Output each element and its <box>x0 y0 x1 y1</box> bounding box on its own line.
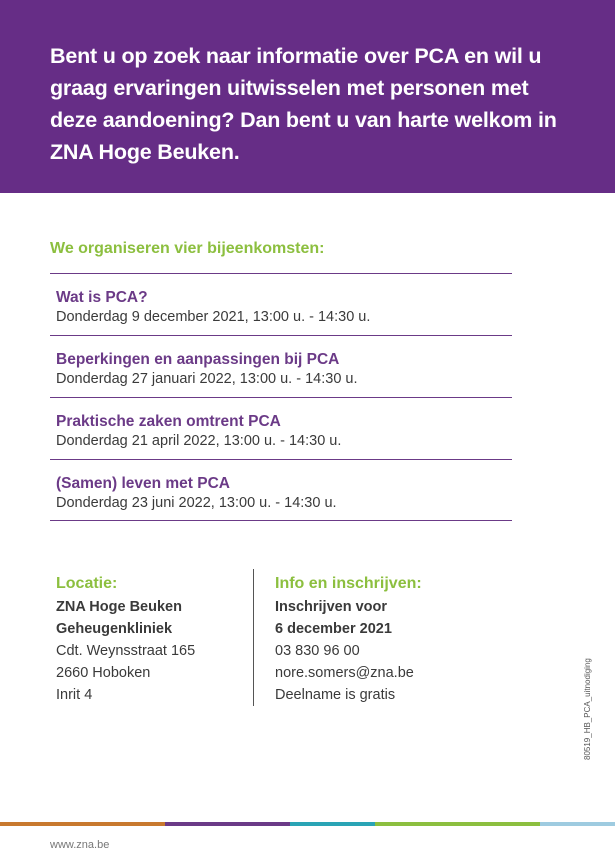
registration-heading: Info en inschrijven: <box>275 575 422 592</box>
color-bar-segment <box>375 822 540 826</box>
location-heading: Locatie: <box>56 575 118 592</box>
event-list <box>50 273 512 521</box>
registration-deadline-date: 6 december 2021 <box>275 621 392 637</box>
hero-line: Bent u op zoek naar informatie over PCA en wil u <box>50 44 542 68</box>
color-bar-segment <box>540 822 615 826</box>
color-bar-segment <box>165 822 290 826</box>
event-title: Beperkingen en aanpassingen bij PCA <box>56 351 340 368</box>
hero-line: graag ervaringen uitwisselen met personen met <box>50 76 529 100</box>
footer-color-bar <box>0 822 615 826</box>
registration-deadline-label: Inschrijven voor <box>275 599 388 615</box>
location-entrance: Inrit 4 <box>56 687 93 703</box>
website-link[interactable]: www.zna.be <box>50 839 110 851</box>
hero-line: ZNA Hoge Beuken. <box>50 140 240 164</box>
event-item <box>50 335 512 397</box>
contact-email[interactable]: nore.somers@zna.be <box>275 665 414 681</box>
contact-phone[interactable]: 03 830 96 00 <box>275 643 360 659</box>
event-item <box>50 273 512 335</box>
event-item <box>50 397 512 459</box>
participation-note: Deelname is gratis <box>275 687 396 703</box>
location-name: ZNA Hoge Beuken <box>56 599 182 615</box>
column-divider <box>253 569 254 706</box>
color-bar-segment <box>290 822 375 826</box>
hero-banner <box>0 0 615 193</box>
event-title: (Samen) leven met PCA <box>56 475 230 492</box>
location-city: 2660 Hoboken <box>56 665 151 681</box>
event-date: Donderdag 27 januari 2022, 13:00 u. - 14:30 u. <box>56 371 358 387</box>
event-item <box>50 459 512 521</box>
event-date: Donderdag 23 juni 2022, 13:00 u. - 14:30 u. <box>56 495 337 511</box>
event-date: Donderdag 9 december 2021, 13:00 u. - 14:30 u. <box>56 309 371 325</box>
event-title: Wat is PCA? <box>56 289 148 306</box>
location-department: Geheugenkliniek <box>56 621 173 637</box>
hero-line: deze aandoening? Dan bent u van harte welkom in <box>50 108 557 132</box>
location-block <box>56 572 246 706</box>
color-bar-segment <box>0 822 165 826</box>
event-title: Praktische zaken omtrent PCA <box>56 413 281 430</box>
document-code: 80519_HB_PCA_uitnodiging <box>583 658 592 760</box>
registration-block <box>275 572 495 706</box>
hero-intro-text <box>50 40 585 168</box>
section-title: We organiseren vier bijeenkomsten: <box>50 240 325 257</box>
event-date: Donderdag 21 april 2022, 13:00 u. - 14:30 u. <box>56 433 342 449</box>
location-street: Cdt. Weynsstraat 165 <box>56 643 196 659</box>
